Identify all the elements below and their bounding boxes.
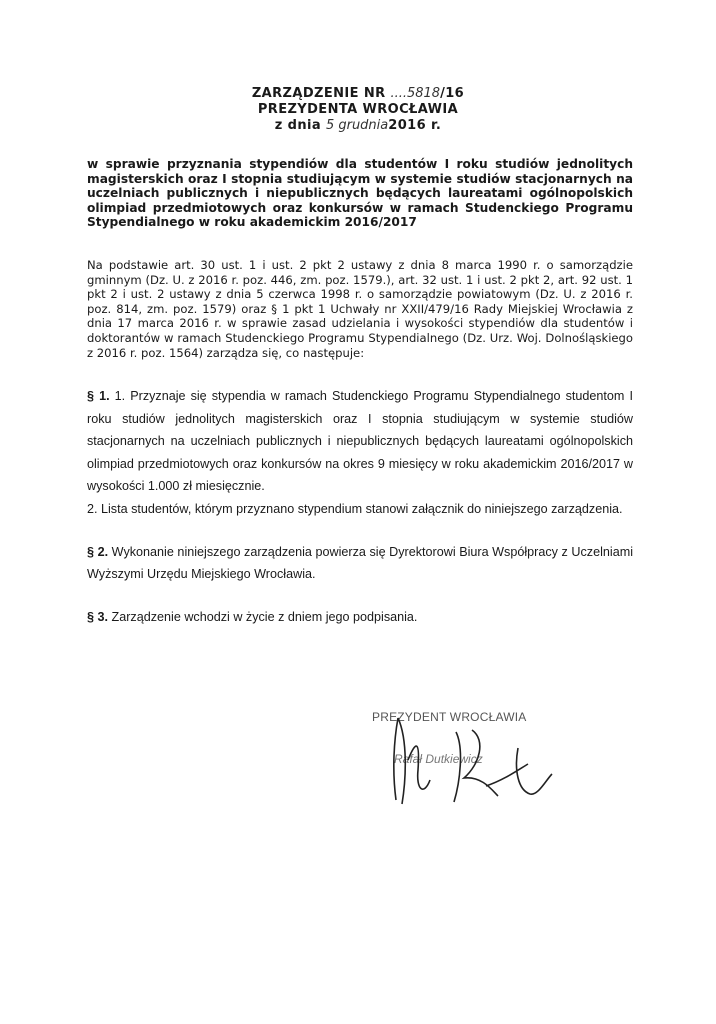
section-1-paragraph-1 (87, 385, 633, 498)
handwritten-number: ....5818 (390, 86, 441, 101)
ordinance-date (0, 118, 716, 134)
section-1-sign: § 1. (87, 389, 110, 403)
section-3-sign: § 3. (87, 609, 109, 624)
section-1-text-1: 1. Przyznaje się stypendia w ramach Studenckiego Programu Stypendialnego studentom I roku studiów jednolitych magisterskich oraz I stopnia studiującym w systemie studiów stacjonarnych na uczelniach publicznych i niepublicznych będących laureatami ogólnopolskich olimpiad przedmiotowych oraz konkursów na okres 9 miesięcy w roku akademickim 2016/2017 w wysokości 1.000 zł miesięcznie. (87, 389, 633, 494)
issuing-office: PREZYDENTA WROCŁAWIA (257, 102, 459, 117)
ordinance-sections (87, 385, 633, 628)
handwritten-date: 5 grudnia (325, 118, 389, 133)
handwritten-signature (368, 700, 568, 810)
section-2-sign: § 2. (87, 544, 109, 559)
section-2-paragraph (87, 541, 633, 586)
section-1-paragraph-2: 2. Lista studentów, którym przyznano stypendium stanowi załącznik do niniejszego zarządzenia. (87, 501, 623, 516)
title-suffix: /16 (440, 86, 465, 101)
section-3-paragraph (87, 606, 633, 629)
title-prefix: ZARZĄDZENIE NR (251, 86, 391, 101)
section-3-text: Zarządzenie wchodzi w życie z dniem jego podpisania. (111, 609, 418, 624)
document-header (0, 86, 716, 134)
stamp-title: PREZYDENT WROCŁAWIA (372, 710, 527, 724)
signature-block (368, 700, 568, 810)
ordinance-subject: w sprawie przyznania stypendiów dla studentów I roku studiów jednolitych magisterskich oraz I stopnia studiującym w systemie studiów stacjonarnych na uczelniach publicznych i niepublicznych będących laureatami ogólnopolskich olimpiad przedmiotowych oraz konkursów w ramach Studenckiego Programu Stypendialnego w roku akademickim 2016/2017 (87, 157, 633, 230)
date-prefix: z dnia (274, 118, 326, 133)
ordinance-title (0, 86, 716, 102)
stamp-name: Rafał Dutkiewicz (394, 752, 483, 766)
date-suffix: 2016 r. (388, 118, 442, 133)
legal-basis: Na podstawie art. 30 ust. 1 i ust. 2 pkt 2 ustawy z dnia 8 marca 1990 r. o samorządzie gminnym (Dz. U. z 2016 r. poz. 446, zm. poz. 1579.), art. 32 ust. 1 i ust. 2 pkt 2, art. 92 ust. 1 pkt 2 i ust. 2 ustawy z dnia 5 czerwca 1998 r. o samorządzie powiatowym (Dz. U. z 2016 r. poz. 814, zm. poz. 1579) oraz § 1 pkt 1 Uchwały nr XXII/479/16 Rady Miejskiej Wrocławia z dnia 17 marca 2016 r. w sprawie zasad udzielania i wysokości stypendiów dla studentów i doktorantów w ramach Studenckiego Programu Stypendialnego (Dz. Urz. Woj. Dolnośląskiego z 2016 r. poz. 1564) zarządza się, co następuje: (87, 258, 633, 360)
section-2-text: Wykonanie niniejszego zarządzenia powierza się Dyrektorowi Biura Współpracy z Uczelniami Wyższymi Urzędu Miejskiego Wrocławia. (87, 544, 633, 582)
